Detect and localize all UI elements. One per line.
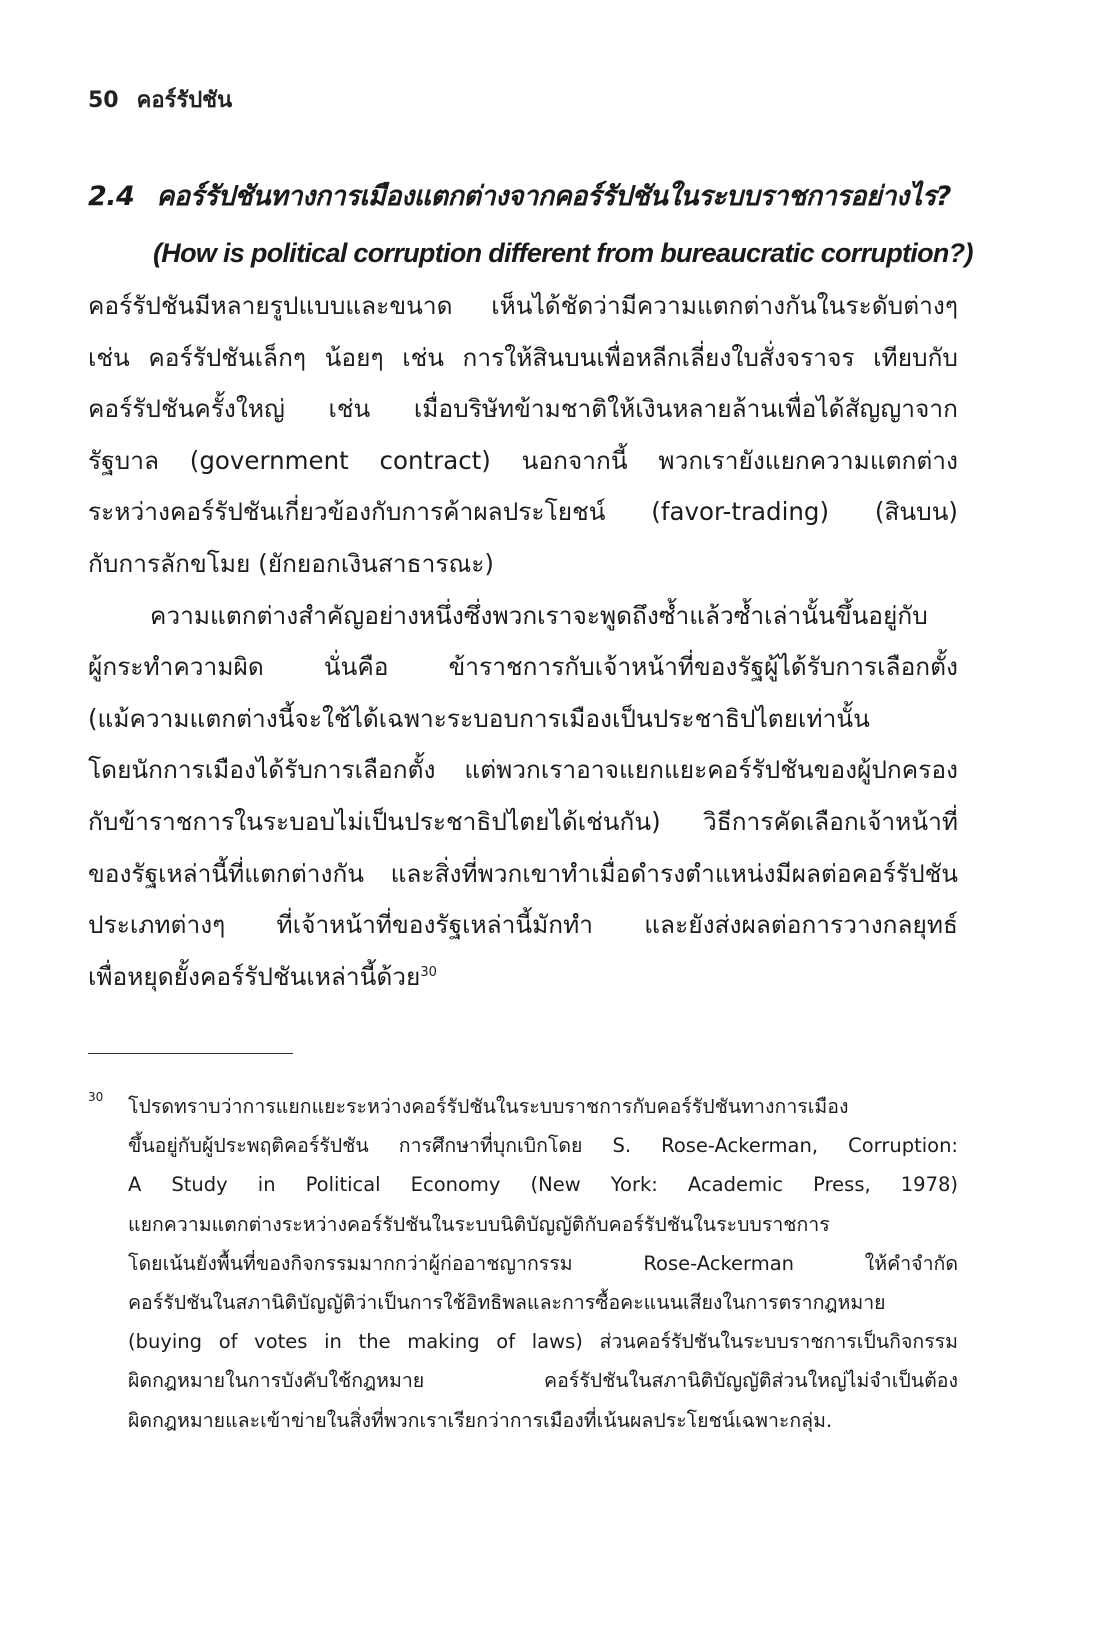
footnote-line: โดยเน้นยังพื้นที่ของกิจกรรมมากกว่าผู้ก่ออาชญากรรม Rose-Ackerman ให้คำจำกัด <box>128 1251 958 1275</box>
text-line: คอร์รัปชันครั้งใหญ่ เช่น เมื่อบริษัทข้ามชาติให้เงินหลายล้านเพื่อได้สัญญาจาก <box>88 394 958 424</box>
text-line-last <box>88 951 958 1003</box>
section-title-thai: คอร์รัปชันทางการเมืองแตกต่างจากคอร์รัปชันในระบบราชการอย่างไร? <box>156 181 951 212</box>
footnote-divider <box>88 1053 293 1054</box>
footnote-line: แยกความแตกต่างระหว่างคอร์รัปชันในระบบนิติบัญญัติกับคอร์รัปชันในระบบราชการ <box>128 1212 830 1236</box>
running-title: คอร์รัปชัน <box>136 88 233 113</box>
section-title-english: (How is political corruption different from bureaucratic corruption?) <box>153 238 973 268</box>
text-line: ผู้กระทำความผิด นั่นคือ ข้าราชการกับเจ้าหน้าที่ของรัฐผู้ได้รับการเลือกตั้ง <box>88 652 958 682</box>
section-heading <box>88 168 1048 282</box>
footnote-number: 30 <box>88 1090 104 1104</box>
text-line: โดยนักการเมืองได้รับการเลือกตั้ง แต่พวกเราอาจแยกแยะคอร์รัปชันของผู้ปกครอง <box>88 755 958 785</box>
paragraph-1 <box>88 280 958 590</box>
text-line: ประเภทต่างๆ ที่เจ้าหน้าที่ของรัฐเหล่านี้มักทำ และยังส่งผลต่อการวางกลยุทธ์ <box>88 910 958 940</box>
footnote-line: ขึ้นอยู่กับผู้ประพฤติคอร์รัปชัน การศึกษาที่บุกเบิกโดย S. Rose-Ackerman, Corruption: <box>128 1134 958 1158</box>
section-title-thai-line <box>88 168 1048 225</box>
text-line: รัฐบาล (government contract) นอกจากนี้ พวกเรายังแยกความแตกต่าง <box>88 445 958 475</box>
footnote-line: ผิดกฎหมายในการบังคับใช้กฎหมาย คอร์รัปชันในสภานิติบัญญัติส่วนใหญ่ไม่จำเป็นต้อง <box>128 1369 958 1393</box>
running-header <box>88 82 232 117</box>
text-line: ระหว่างคอร์รัปชันเกี่ยวข้องกับการค้าผลประโยชน์ (favor-trading) (สินบน) <box>88 497 958 527</box>
text-line: เช่น คอร์รัปชันเล็กๆ น้อยๆ เช่น การให้สินบนเพื่อหลีกเลี่ยงใบสั่งจราจร เทียบกับ <box>88 342 958 372</box>
page-number: 50 <box>88 88 119 113</box>
footnote-body <box>128 1087 958 1440</box>
footnote-line: ผิดกฎหมายและเข้าข่ายในสิ่งที่พวกเราเรียกว่าการเมืองที่เน้นผลประโยชน์เฉพาะกลุ่ม. <box>128 1408 833 1432</box>
text-line: (แม้ความแตกต่างนี้จะใช้ได้เฉพาะระบอบการเมืองเป็นประชาธิปไตยเท่านั้น <box>88 703 870 733</box>
text-line: กับการลักขโมย (ยักยอกเงินสาธารณะ) <box>88 548 494 578</box>
text-line: ความแตกต่างสำคัญอย่างหนึ่งซึ่งพวกเราจะพูดถึงซ้ำแล้วซ้ำเล่านั้นขึ้นอยู่กับ <box>150 600 928 630</box>
text-line: กับข้าราชการในระบอบไม่เป็นประชาธิปไตยได้เช่นกัน) วิธีการคัดเลือกเจ้าหน้าที่ <box>88 806 958 836</box>
text-line: คอร์รัปชันมีหลายรูปแบบและขนาด เห็นได้ชัดว่ามีความแตกต่างกันในระดับต่างๆ <box>88 291 958 320</box>
footnote-line: (buying of votes in the making of laws) ส่วนคอร์รัปชันในระบบราชการเป็นกิจกรรม <box>128 1330 958 1354</box>
footnote-line: A Study in Political Economy (New York: Academic Press, 1978) <box>128 1173 958 1197</box>
footnote-reference[interactable]: 30 <box>420 964 437 980</box>
text-line-content: เพื่อหยุดยั้งคอร์รัปชันเหล่านี้ด้วย <box>88 961 421 991</box>
paragraph-2 <box>88 590 958 1003</box>
text-line: ของรัฐเหล่านี้ที่แตกต่างกัน และสิ่งที่พวกเขาทำเมื่อดำรงตำแหน่งมีผลต่อคอร์รัปชัน <box>88 858 958 888</box>
footnote <box>88 1087 958 1440</box>
footnote-line: โปรดทราบว่าการแยกแยะระหว่างคอร์รัปชันในระบบราชการกับคอร์รัปชันทางการเมือง <box>128 1095 849 1118</box>
footnote-line: คอร์รัปชันในสภานิติบัญญัติว่าเป็นการใช้อิทธิพลและการซื้อคะแนนเสียงในการตรากฎหมาย <box>128 1291 886 1315</box>
section-number: 2.4 <box>88 181 135 212</box>
body-text <box>88 280 958 1002</box>
